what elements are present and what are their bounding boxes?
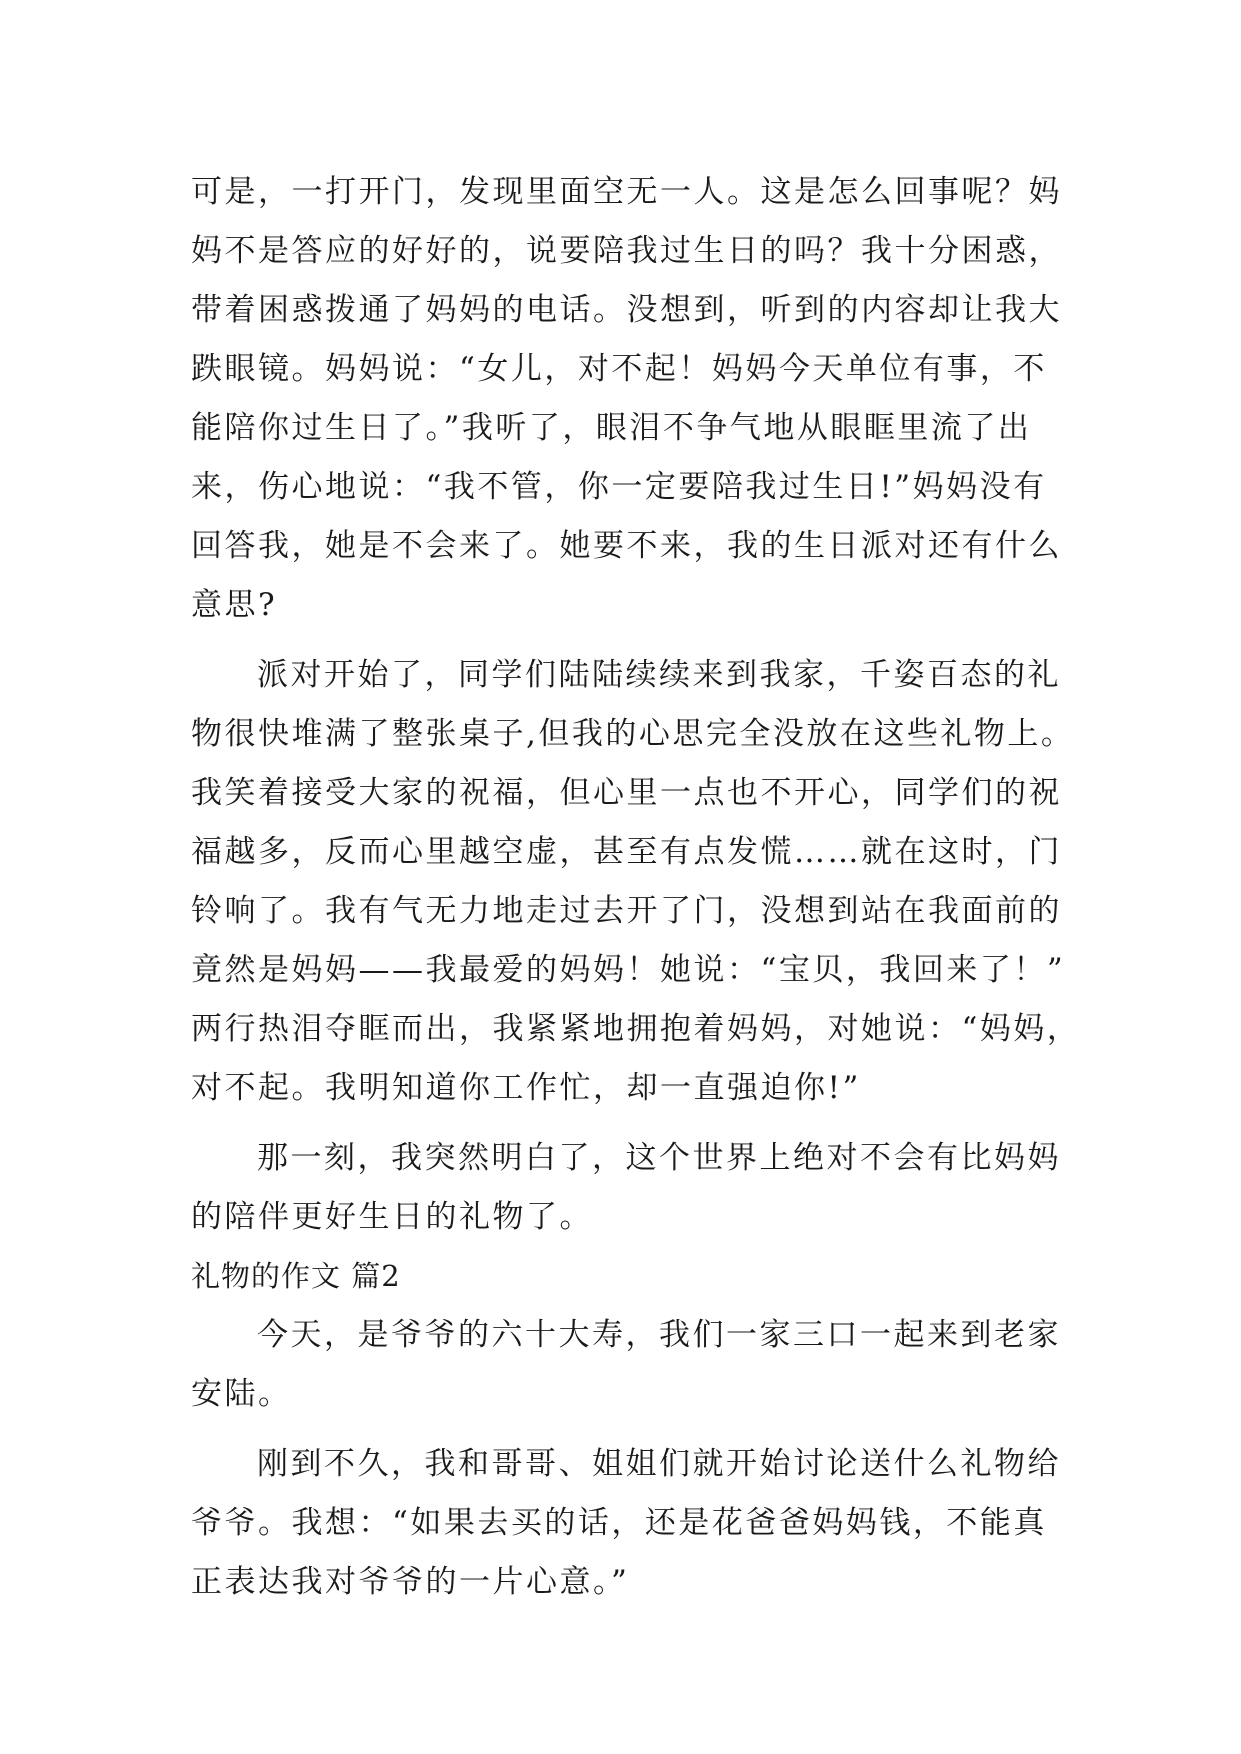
essay-body	[191, 163, 1081, 1612]
text-line: 回答我，她是不会来了。她要不来，我的生日派对还有什么	[191, 528, 1062, 564]
text-line: 竟然是妈妈——我最爱的妈妈！她说：“宝贝，我回来了！”	[191, 952, 1066, 988]
text-line: 对不起。我明知道你工作忙，却一直强迫你!”	[191, 1070, 861, 1106]
text-line: 带着困惑拨通了妈妈的电话。没想到，听到的内容却让我大	[191, 292, 1062, 328]
text-line: 来，伤心地说：“我不管，你一定要陪我过生日!”妈妈没有	[191, 469, 1047, 505]
text-line: 两行热泪夺眶而出，我紧紧地拥抱着妈妈，对她说：“妈妈，	[191, 1011, 1081, 1047]
text-line: 爷爷。我想：“如果去买的话，还是花爸爸妈妈钱，不能真	[191, 1505, 1047, 1541]
text-line: 铃响了。我有气无力地走过去开了门，没想到站在我面前的	[191, 893, 1062, 929]
paragraph	[191, 646, 1081, 1118]
paragraph-gap	[191, 1118, 1049, 1129]
text-line: 妈不是答应的好好的，说要陪我过生日的吗？我十分困惑，	[191, 233, 1062, 269]
section-heading: 礼物的作文 篇2	[191, 1259, 401, 1293]
text-line: 的陪伴更好生日的礼物了。	[191, 1199, 593, 1235]
text-line: 物很快堆满了整张桌子,但我的心思完全没放在这些礼物上。	[191, 716, 1075, 752]
paragraph	[191, 1129, 1061, 1247]
text-line: 福越多，反而心里越空虚，甚至有点发慌……就在这时，门	[191, 834, 1062, 870]
text-line: 正表达我对爷爷的一片心意。”	[191, 1564, 630, 1600]
text-line: 安陆。	[191, 1376, 292, 1412]
text-line: 跌眼镜。妈妈说：“女儿，对不起！妈妈今天单位有事，不	[191, 351, 1047, 387]
text-line: 派对开始了，同学们陆陆续续来到我家，千姿百态的礼	[257, 657, 1061, 693]
paragraph-gap	[191, 635, 1049, 646]
paragraph	[191, 1306, 1061, 1424]
paragraph	[191, 163, 1062, 635]
text-line: 今天，是爷爷的六十大寿，我们一家三口一起来到老家	[257, 1317, 1061, 1353]
paragraph-gap	[191, 1424, 1049, 1435]
text-line: 能陪你过生日了。”我听了，眼泪不争气地从眼眶里流了出	[191, 410, 1032, 446]
text-line: 意思?	[191, 587, 278, 623]
paragraph	[191, 1435, 1061, 1612]
text-line: 我笑着接受大家的祝福，但心里一点也不开心，同学们的祝	[191, 775, 1062, 811]
text-line: 刚到不久，我和哥哥、姐姐们就开始讨论送什么礼物给	[257, 1446, 1061, 1482]
text-line: 那一刻，我突然明白了，这个世界上绝对不会有比妈妈	[257, 1140, 1061, 1176]
text-line: 可是，一打开门，发现里面空无一人。这是怎么回事呢？妈	[191, 174, 1062, 210]
